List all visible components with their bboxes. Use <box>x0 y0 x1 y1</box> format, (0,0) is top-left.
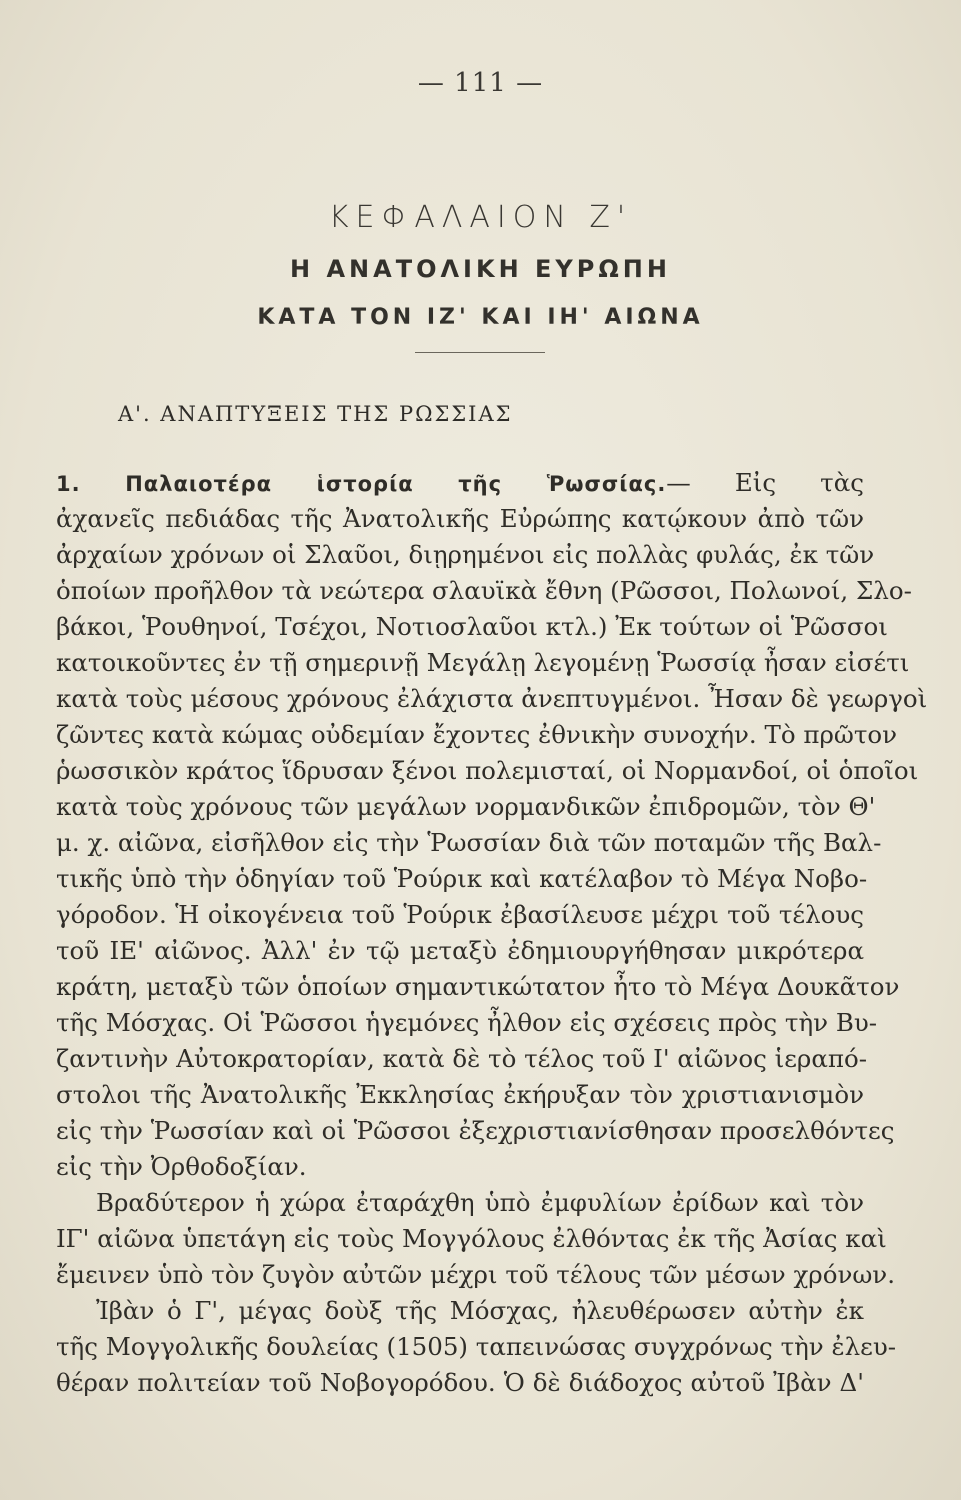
paragraph-1-line: τῆς Μόσχας. Οἱ Ῥῶσσοι ἡγεμόνες ἦλθον εἰς σχέσεις πρὸς τὴν Βυ- <box>56 1008 878 1037</box>
paragraph-1-line: ζῶντες κατὰ κώμας οὐδεμίαν ἔχοντες ἐθνικὴν συνοχήν. Τὸ πρῶτον <box>56 720 898 749</box>
page-number: — 111 — <box>417 68 544 98</box>
paragraph-2-line: ΙΓ' αἰῶνα ὑπετάγη εἰς τοὺς Μογγόλους ἐλθόντας ἐκ τῆς Ἀσίας καὶ <box>56 1224 887 1253</box>
paragraph-1-line: μ. χ. αἰῶνα, εἰσῆλθον εἰς τὴν Ῥωσσίαν διὰ τῶν ποταμῶν τῆς Βαλ- <box>56 828 882 857</box>
paragraph-1-line: ὁποίων προῆλθον τὰ νεώτερα σλαυϊκὰ ἔθνη (Ρῶσσοι, Πολωνοί, Σλο- <box>56 576 912 605</box>
paragraph-1-line: ἀρχαίων χρόνων οἱ Σλαῦοι, διῃρημένοι εἰς πολλὰς φυλάς, ἐκ τῶν <box>56 540 875 569</box>
paragraph-1-line: κατοικοῦντες ἐν τῇ σημερινῇ Μεγάλῃ λεγομένῃ Ῥωσσίᾳ ἦσαν εἰσέτι <box>56 648 910 677</box>
paragraph-1-line <box>56 465 864 501</box>
paragraph-1-line: ἀχανεῖς πεδιάδας τῆς Ἀνατολικῆς Εὐρώπης κατῴκουν ἀπὸ τῶν <box>56 504 864 533</box>
paragraph-1-line: βάκοι, Ῥουθηνοί, Τσέχοι, Νοτιοσλαῦοι κτλ.) Ἐκ τούτων οἱ Ῥῶσσοι <box>56 612 888 641</box>
paragraph-1-line-text: — Εἰς τὰς <box>666 468 864 497</box>
paragraph-2-line: ἔμεινεν ὑπὸ τὸν ζυγὸν αὐτῶν μέχρι τοῦ τέλους τῶν μέσων χρόνων. <box>56 1260 895 1289</box>
paragraph-1-line: ῥωσσικὸν κράτος ἵδρυσαν ξένοι πολεμισταί, οἱ Νορμανδοί, οἱ ὁποῖοι <box>56 756 919 785</box>
paragraph-1-line: κατὰ τοὺς χρόνους τῶν μεγάλων νορμανδικῶν ἐπιδρομῶν, τὸν Θ' <box>56 792 876 821</box>
paragraph-3-line: θέραν πολιτείαν τοῦ Νοβογορόδου. Ὁ δὲ διάδοχος αὐτοῦ Ἰβὰν Δ' <box>56 1368 864 1397</box>
paragraph-1-line: εἰς τὴν Ὀρθοδοξίαν. <box>56 1152 307 1181</box>
paragraph-1-line: τοῦ ΙΕ' αἰῶνος. Ἀλλ' ἐν τῷ μεταξὺ ἐδημιουργήθησαν μικρότερα <box>56 936 864 965</box>
paragraph-3-line: τῆς Μογγολικῆς δουλείας (1505) ταπεινώσας συγχρόνως τὴν ἐλευ- <box>56 1332 897 1361</box>
paragraph-3-line: Ἰβὰν ὁ Γ', μέγας δοὺξ τῆς Μόσχας, ἠλευθέρωσεν αὐτὴν ἐκ <box>96 1296 864 1325</box>
section-heading: Α'. ΑΝΑΠΤΥΞΕΙΣ ΤΗΣ ΡΩΣΣΙΑΣ <box>118 402 513 426</box>
paragraph-1-line: στολοι τῆς Ἀνατολικῆς Ἐκκλησίας ἐκήρυξαν τὸν χριστιανισμὸν <box>56 1080 864 1109</box>
paragraph-1-line: κατὰ τοὺς μέσους χρόνους ἐλάχιστα ἀνεπτυγμένοι. Ἦσαν δὲ γεωργοὶ <box>56 684 928 713</box>
paragraph-2-line: Βραδύτερον ἡ χώρα ἐταράχθη ὑπὸ ἐμφυλίων ἐρίδων καὶ τὸν <box>96 1188 864 1217</box>
paragraph-1-line: τικῆς ὑπὸ τὴν ὁδηγίαν τοῦ Ῥούρικ καὶ κατέλαβον τὸ Μέγα Νοβο- <box>56 864 868 893</box>
chapter-title-line-2: ΚΑΤΑ ΤΟΝ ΙΖ' ΚΑΙ ΙΗ' ΑΙΩΝΑ <box>257 305 704 330</box>
paragraph-1-line: ζαντινὴν Αὐτοκρατορίαν, κατὰ δὲ τὸ τέλος τοῦ Ι' αἰῶνος ἱεραπό- <box>56 1044 868 1073</box>
paragraph-1-line: γόροδον. Ἡ οἰκογένεια τοῦ Ῥούρικ ἐβασίλευσε μέχρι τοῦ τέλους <box>56 900 864 929</box>
title-divider <box>415 352 545 353</box>
paragraph-1-line: κράτη, μεταξὺ τῶν ὁποίων σημαντικώτατον ἦτο τὸ Μέγα Δουκᾶτον <box>56 972 900 1001</box>
paragraph-1-lead-heading: 1. Παλαιοτέρα ἱστορία τῆς Ῥωσσίας. <box>56 472 667 496</box>
paragraph-1-line: εἰς τὴν Ῥωσσίαν καὶ οἱ Ῥῶσσοι ἐξεχριστιανίσθησαν προσελθόντες <box>56 1116 895 1145</box>
body-text <box>56 465 928 1401</box>
chapter-title-line-1: Η ΑΝΑΤΟΛΙΚΗ ΕΥΡΩΠΗ <box>290 255 671 283</box>
chapter-heading: ΚΕΦΑΛΑΙΟΝ Ζ' <box>328 200 633 235</box>
